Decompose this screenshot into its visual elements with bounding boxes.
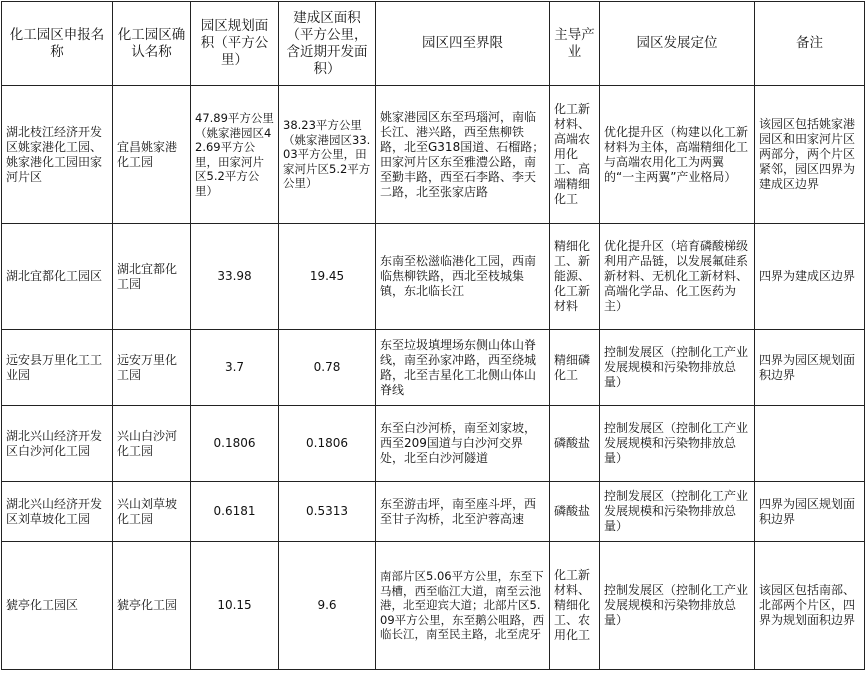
boundary-cell: 南部片区5.06平方公里，东至下马槽，西至临江大道，南至云池港，北至迎宾大道；北部片区5.09平方公里，东至鹅公咀路，西临长江，南至民主路，北至虎牙 (376, 542, 550, 670)
built-area-cell: 0.1806 (279, 406, 376, 482)
industry-cell: 磷酸盐 (550, 406, 600, 482)
positioning-cell: 优化提升区（培育磷酸梯级利用产品链，以发展氟硅系新材料、无机化工新材料、高端化学品、化工医药为主） (600, 224, 755, 330)
confirmed-name-cell: 湖北宜都化工园 (113, 224, 191, 330)
header-row (2, 2, 865, 86)
positioning-cell: 控制发展区（控制化工产业发展规模和污染物排放总量） (600, 482, 755, 542)
remark-cell: 该园区包括南部、北部两个片区，四界为规划面积边界 (755, 542, 865, 670)
positioning-cell: 控制发展区（控制化工产业发展规模和污染物排放总量） (600, 330, 755, 406)
table-row (2, 86, 865, 224)
industry-cell: 精细磷化工 (550, 330, 600, 406)
built-area-cell: 38.23平方公里（姚家港园区33.03平方公里，田家河片区5.2平方公里） (279, 86, 376, 224)
planned-area-cell: 0.1806 (191, 406, 279, 482)
remark-cell: 四界为园区规划面积边界 (755, 330, 865, 406)
industry-cell: 化工新材料、高端农用化工、高端精细化工 (550, 86, 600, 224)
chemical-park-table (1, 1, 865, 670)
confirmed-name-cell: 宜昌姚家港化工园 (113, 86, 191, 224)
industry-cell: 精细化工、新能源、化工新材料 (550, 224, 600, 330)
planned-area-cell: 10.15 (191, 542, 279, 670)
table-row (2, 330, 865, 406)
declared-name-cell: 湖北兴山经济开发区刘草坡化工园 (2, 482, 113, 542)
declared-name-cell: 远安县万里化工工业园 (2, 330, 113, 406)
boundary-cell: 姚家港园区东至玛瑙河，南临长江、港兴路，西至焦柳铁路，北至G318国道、石榴路；田家河片区东至雅澧公路，南至勤丰路，西至石李路、李天二路，北至张家店路 (376, 86, 550, 224)
positioning-cell: 控制发展区（控制化工产业发展规模和污染物排放总量） (600, 542, 755, 670)
boundary-cell: 东至垃圾填埋场东侧山体山脊线，南至孙家冲路，西至绕城路，北至吉星化工北侧山体山脊线 (376, 330, 550, 406)
table-row (2, 542, 865, 670)
boundary-cell: 东至白沙河桥，南至刘家坡，西至209国道与白沙河交界处，北至白沙河隧道 (376, 406, 550, 482)
planned-area-cell: 0.6181 (191, 482, 279, 542)
built-area-cell: 0.78 (279, 330, 376, 406)
planned-area-cell: 47.89平方公里（姚家港园区42.69平方公里，田家河片区5.2平方公里） (191, 86, 279, 224)
header-built-area: 建成区面积（平方公里，含近期开发面积） (279, 2, 376, 86)
boundary-cell: 东南至松滋临港化工园，西南临焦柳铁路，西北至枝城集镇，东北临长江 (376, 224, 550, 330)
header-confirmed-name: 化工园区确认名称 (113, 2, 191, 86)
table-row (2, 482, 865, 542)
declared-name-cell: 猇亭化工园区 (2, 542, 113, 670)
header-positioning: 园区发展定位 (600, 2, 755, 86)
header-industry: 主导产业 (550, 2, 600, 86)
header-declared-name: 化工园区申报名称 (2, 2, 113, 86)
confirmed-name-cell: 远安万里化工园 (113, 330, 191, 406)
confirmed-name-cell: 兴山刘草坡化工园 (113, 482, 191, 542)
header-planned-area: 园区规划面积（平方公里） (191, 2, 279, 86)
positioning-cell: 控制发展区（控制化工产业发展规模和污染物排放总量） (600, 406, 755, 482)
confirmed-name-cell: 兴山白沙河化工园 (113, 406, 191, 482)
remark-cell: 该园区包括姚家港园区和田家河片区两部分，两个片区紧邻，园区四界为建成区边界 (755, 86, 865, 224)
built-area-cell: 0.5313 (279, 482, 376, 542)
remark-cell: 四界为园区规划面积边界 (755, 482, 865, 542)
planned-area-cell: 3.7 (191, 330, 279, 406)
positioning-cell: 优化提升区（构建以化工新材料为主体，高端精细化工与高端农用化工为两翼的“一主两翼”产业格局） (600, 86, 755, 224)
table-row (2, 406, 865, 482)
table-row (2, 224, 865, 330)
declared-name-cell: 湖北枝江经济开发区姚家港化工园、姚家港化工园田家河片区 (2, 86, 113, 224)
declared-name-cell: 湖北兴山经济开发区白沙河化工园 (2, 406, 113, 482)
industry-cell: 磷酸盐 (550, 482, 600, 542)
built-area-cell: 9.6 (279, 542, 376, 670)
header-remark: 备注 (755, 2, 865, 86)
confirmed-name-cell: 猇亭化工园 (113, 542, 191, 670)
built-area-cell: 19.45 (279, 224, 376, 330)
header-boundary: 园区四至界限 (376, 2, 550, 86)
declared-name-cell: 湖北宜都化工园区 (2, 224, 113, 330)
planned-area-cell: 33.98 (191, 224, 279, 330)
remark-cell: 四界为建成区边界 (755, 224, 865, 330)
industry-cell: 化工新材料、精细化工、农用化工 (550, 542, 600, 670)
boundary-cell: 东至游击坪，南至座斗坪，西至甘子沟桥，北至沪蓉高速 (376, 482, 550, 542)
remark-cell (755, 406, 865, 482)
